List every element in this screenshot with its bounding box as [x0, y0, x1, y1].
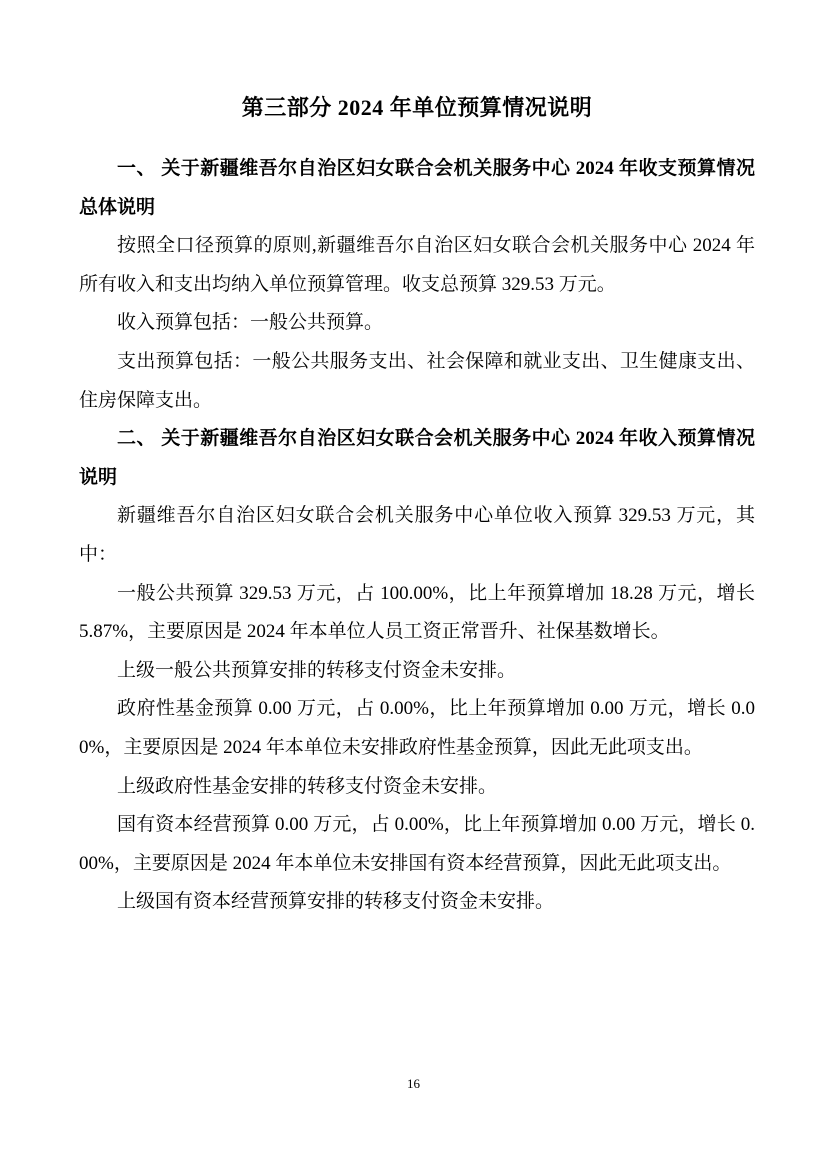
document-title: 第三部分 2024 年单位预算情况说明 — [241, 95, 593, 120]
paragraph-general-public-budget: 一般公共预算 329.53 万元，占 100.00%，比上年预算增加 18.28 万元，增长 5.87%，主要原因是 2024 年本单位人员工资正常晋升、社保基数增长。 — [79, 582, 755, 643]
paragraph-government-fund-transfer-note: 上级政府性基金安排的转移支付资金未安排。 — [117, 775, 498, 797]
paragraph-government-fund-budget: 政府性基金预算 0.00 万元，占 0.00%，比上年预算增加 0.00 万元，增长 0.00%，主要原因是 2024 年本单位未安排政府性基金预算，因此无此项支出。 — [79, 698, 755, 758]
paragraph-expenditure-scope: 支出预算包括：一般公共服务支出、社会保障和就业支出、卫生健康支出、住房保障支出。 — [79, 350, 755, 411]
paragraph-overall-budget: 按照全口径预算的原则,新疆维吾尔自治区妇女联合会机关服务中心 2024 年所有收入和支出均纳入单位预算管理。收支总预算 329.53 万元。 — [79, 235, 755, 295]
paragraph-state-capital-budget: 国有资本经营预算 0.00 万元，占 0.00%，比上年预算增加 0.00 万元，增长 0.00%，主要原因是 2024 年本单位未安排国有资本经营预算，因此无此项支出。 — [79, 814, 755, 874]
paragraph-income-scope: 收入预算包括：一般公共预算。 — [117, 312, 384, 334]
paragraph-general-transfer-note: 上级一般公共预算安排的转移支付资金未安排。 — [117, 659, 517, 681]
paragraph-income-total: 新疆维吾尔自治区妇女联合会机关服务中心单位收入预算 329.53 万元，其中： — [79, 505, 755, 565]
document-content — [79, 92, 755, 922]
section-heading-2: 二、 关于新疆维吾尔自治区妇女联合会机关服务中心 2024 年收入预算情况说明 — [79, 428, 755, 488]
section-heading-1: 一、 关于新疆维吾尔自治区妇女联合会机关服务中心 2024 年收支预算情况总体说明 — [79, 158, 755, 218]
page-number: 16 — [407, 1076, 420, 1091]
paragraph-state-capital-transfer-note: 上级国有资本经营预算安排的转移支付资金未安排。 — [117, 891, 555, 913]
